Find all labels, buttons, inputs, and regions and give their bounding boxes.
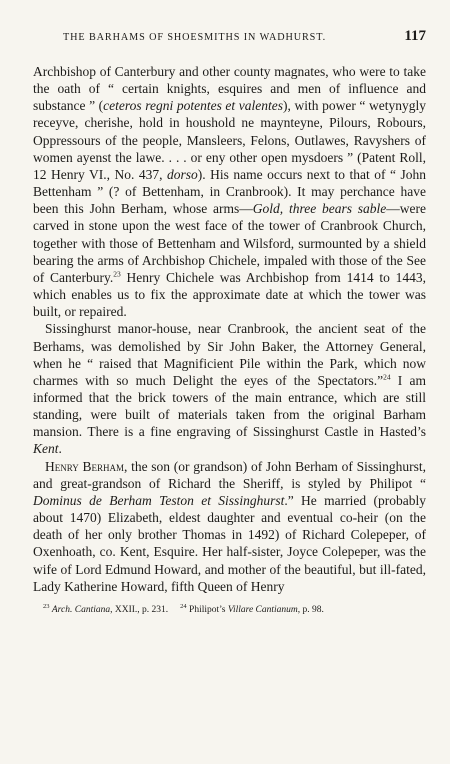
italic-span: dorso: [166, 166, 198, 182]
footnote-text: Philipot’s: [189, 604, 228, 615]
footnote-ref-24: 24: [383, 372, 391, 382]
text-span: Archbishop of Canterbury and other county magnates, who were to take the oath of “ certain knights, esquires and men of influence and substance ” (: [33, 64, 426, 114]
small-caps-name: Henry Berham: [45, 458, 124, 474]
text-span: .” He married (probably about 1470) Elizabeth, eldest daughter and eventual co-heir (on the death of her only brother Thomas in 1492) of Richard Colepeper, of Oxenhoath, co. Kent, Esquire. Her half-sister, Joyce Colepeper, was the wife of Lord Edmund Howard, and mother of the beautiful, but ill-fated, Lady Katherine Howard, fifth Queen of Henry: [33, 492, 426, 594]
italic-span: ceteros regni potentes et valentes: [103, 98, 284, 114]
text-span: Henry Chichele was Archbishop from 1414 to 1443, which enables us to fix the approximate date at which the tower was built, or repaired.: [33, 269, 426, 320]
paragraph-1: [33, 63, 426, 320]
footnote-title: Arch. Cantiana: [51, 604, 111, 615]
text-span: I am informed that the brick towers of the main entrance, which are still standing, were built of materials taken from the original Barham mansion. There is a fine engraving of Sissinghurst Castle in Hasted’s: [33, 372, 426, 440]
running-head-title: THE BARHAMS OF SHOESMITHS IN WADHURST.: [63, 32, 327, 43]
footnotes: [33, 602, 426, 615]
footnote-23: [43, 602, 169, 615]
footnote-text: , XXII., p. 231.: [110, 604, 169, 615]
footnote-number: 24: [180, 602, 187, 610]
page-number: 117: [404, 28, 426, 44]
text-span: Sissinghurst manor-house, near Cranbrook, the ancient seat of the Berhams, was demolished by Sir John Baker, the Attorney General, when he “ raised that Magnificient Pile within the Park, which now charmes with so much Delight the eyes of the Spectators.”: [33, 321, 426, 388]
footnote-text: , p. 98.: [297, 604, 324, 615]
italic-span: Kent: [33, 441, 59, 457]
paragraph-2: [33, 320, 426, 457]
italic-span: Dominus de Berham Teston et Sissinghurst: [33, 492, 285, 508]
footnote-title: Villare Cantianum: [227, 604, 298, 615]
text-span: ), with power “ wetynygly receyve, cherishe, hold in houshold ne maynteyne, Pilours, Robours, Oppressours of the people, Mansleers, Felons, Outlawes, Ravyshers of women ayenst the lawe. . . . or eny other open mysdoers ” (Patent Roll, 12 Henry VI., No. 437,: [33, 98, 426, 182]
footnote-number: 23: [43, 602, 50, 610]
italic-span: Gold, three bears sable: [252, 201, 387, 217]
running-head: [33, 28, 426, 45]
footnote-24: [180, 602, 324, 615]
text-span: .: [58, 441, 62, 457]
text-span: , the son (or grandson) of John Berham of Sissinghurst, and great-grandson of Richard the Sheriff, is styled by Philipot “: [33, 458, 426, 491]
text-span: —were carved in stone upon the west face of the tower of Cranbrook Church, together with those of Bettenham and Wilsford, surmounted by a shield bearing the arms of Archbishop Chichele, impaled with those of the See of Canterbury.: [33, 201, 427, 285]
footnote-ref-23: 23: [113, 269, 121, 279]
text-span: ). His name occurs next to that of “ John Bettenham ” (? of Bettenham, in Cranbrook). It may perchance have been this John Berham, whose arms—: [33, 166, 426, 217]
body-text: [33, 63, 426, 595]
paragraph-3: [33, 458, 426, 595]
